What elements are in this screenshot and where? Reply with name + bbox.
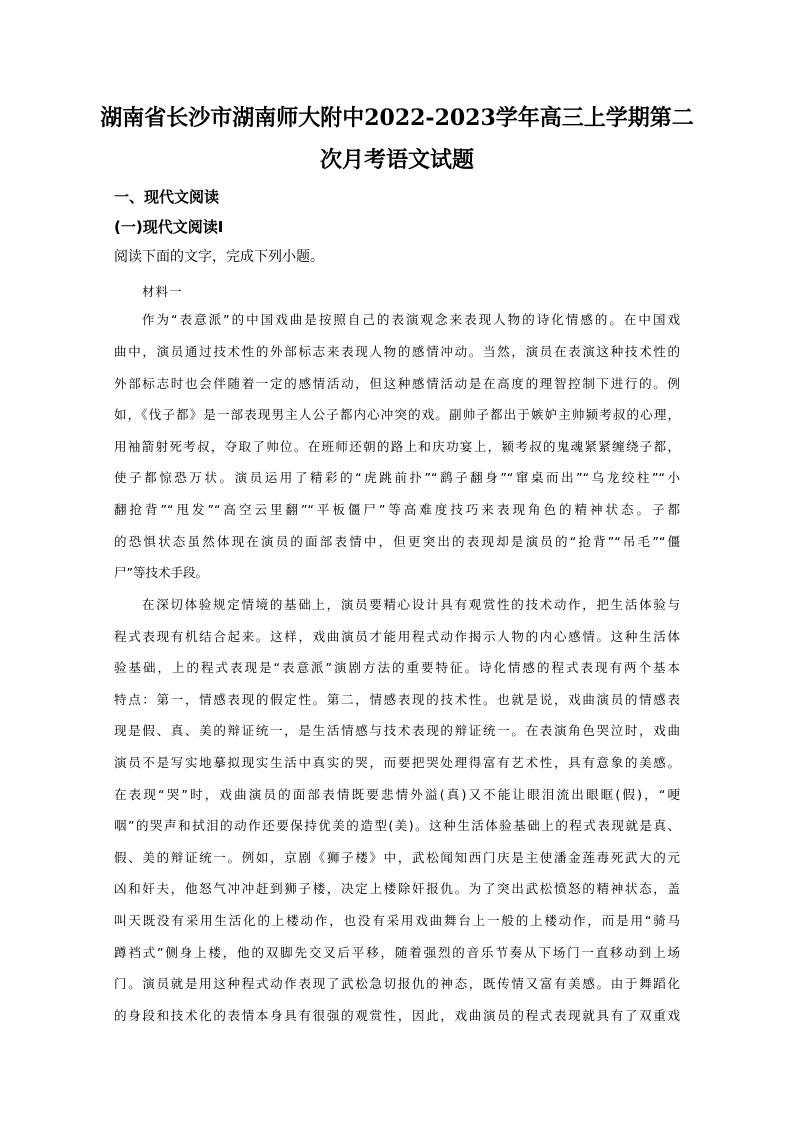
document-title-line-2: 次月考语文试题: [319, 147, 474, 173]
paragraph-line: 现是假、真、美的辩证统一，是生活情感与技术表现的辩证统一。在表演角色哭泣时，戏曲: [114, 723, 680, 738]
paragraph-line: 外部标志时也会伴随着一定的感情活动，但这种感情活动是在高度的理智控制下进行的。例: [114, 376, 680, 391]
paragraph-line: 如，《伐子都》是一部表现男主人公子都内心冲突的戏。副帅子都出于嫉妒主帅颍考叔的心理，: [114, 407, 680, 422]
paragraph-line: 在深切体验规定情境的基础上，演员要精心设计具有观赏性的技术动作，把生活体验与: [142, 597, 680, 612]
paragraph-line: 曲中，演员通过技术性的外部标志来表现人物的感情冲动。当然，演员在表演这种技术性的: [114, 344, 680, 359]
paragraph-line: 咽”的哭声和拭泪的动作还要保持优美的造型(美)。这种生活体验基础上的程式表现就是真、: [114, 818, 680, 833]
paragraph-line: 门。演员就是用这种程式动作表现了武松急切报仇的神态，既传情又富有美感。由于舞蹈化: [114, 976, 680, 991]
paragraph-line: 凶和奸夫，他怒气冲冲赶到狮子楼，决定上楼除奸报仇。为了突出武松愤怒的精神状态，盖: [114, 881, 680, 896]
paragraph-line: 尸”等技术手段。: [114, 565, 208, 580]
paragraph-line: 特点：第一，情感表现的假定性。第二，情感表现的技术性。也就是说，戏曲演员的情感表: [114, 692, 680, 707]
paragraph-line: 作为“表意派”的中国戏曲是按照自己的表演观念来表现人物的诗化情感的。在中国戏: [142, 312, 680, 327]
paragraph-line: 程式表现有机结合起来。这样，戏曲演员才能用程式动作揭示人物的内心感情。这种生活体: [114, 629, 680, 644]
paragraph-line: 使子都惊恐万状。演员运用了精彩的“虎跳前扑”“鹞子翻身”“窜桌而出”“乌龙绞柱”“小: [114, 470, 680, 485]
paragraph-line: 的恐惧状态虽然体现在演员的面部表情中，但更突出的表现却是演员的“抢背”“吊毛”“僵: [114, 534, 680, 549]
paragraph-line: 蹲裆式”侧身上楼，他的双脚先交叉后平移，随着强烈的音乐节奏从下场门一直移动到上场: [114, 945, 680, 960]
paragraph-line: 假、美的辩证统一。例如，京剧《狮子楼》中，武松闻知西门庆是主使潘金莲毒死武大的元: [114, 850, 680, 865]
paragraph-line: 的身段和技术化的表情本身具有很强的观赏性，因此，戏曲演员的程式表现就具有了双重戏: [114, 1008, 680, 1023]
paragraph-line: 验基础，上的程式表现是“表意派”演剧方法的重要特征。诗化情感的程式表现有两个基本: [114, 660, 680, 675]
paragraph-line: 用袖箭射死考叔，夺取了帅位。在班师还朝的路上和庆功宴上，颍考叔的鬼魂紧紧缠绕子都，: [114, 439, 680, 454]
section-heading: 一、现代文阅读: [114, 188, 220, 206]
paragraph-line: 叫天既没有采用生活化的上楼动作，也没有采用戏曲舞台上一般的上楼动作，而是用“骑马: [114, 913, 680, 928]
paragraph-line: 演员不是写实地摹拟现实生活中真实的哭，而要把哭处理得富有艺术性，具有意象的美感。: [114, 755, 680, 770]
subsection-heading: (一)现代文阅读Ⅰ: [114, 218, 224, 236]
document-title-line-1: 湖南省长沙市湖南师大附中2022-2023学年高三上学期第二: [100, 105, 694, 131]
reading-instruction: 阅读下面的文字，完成下列小题。: [114, 249, 324, 265]
paragraph-line: 在表现“哭”时，戏曲演员的面部表情既要悲情外溢(真)又不能让眼泪流出眼眶(假)，“哽: [114, 787, 680, 802]
material-label: 材料一: [142, 284, 183, 299]
paragraph-line: 翻抢背”“甩发”“高空云里翻”“平板僵尸”等高难度技巧来表现角色的精神状态。子都: [114, 502, 680, 517]
